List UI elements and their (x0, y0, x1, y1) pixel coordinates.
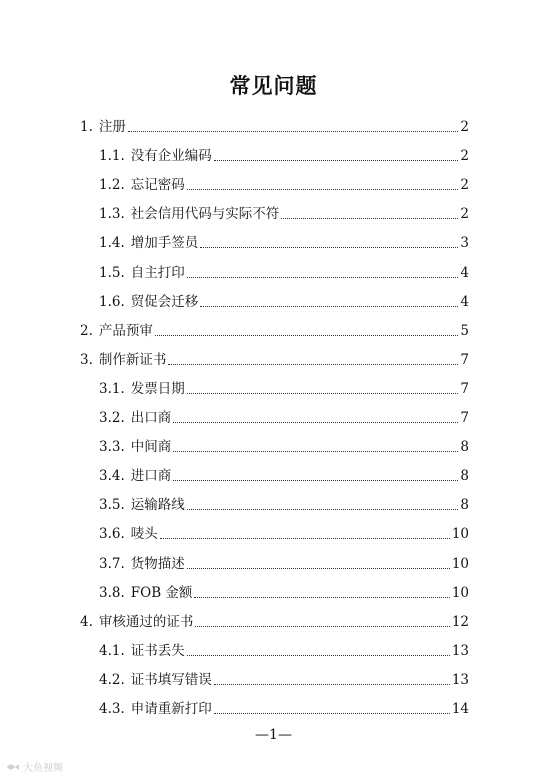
toc-leader-dots (187, 568, 450, 569)
toc-entry[interactable] (99, 377, 469, 397)
toc-entry-number: 1.3. (99, 206, 125, 223)
toc-entry-number: 1.5. (99, 264, 125, 281)
toc-entry-label: 自主打印 (130, 264, 185, 281)
toc-leader-dots (187, 277, 459, 278)
toc-entry[interactable] (99, 464, 469, 484)
toc-leader-dots (173, 480, 458, 481)
watermark (6, 759, 63, 774)
toc-entry-number: 1.4. (99, 235, 125, 252)
toc-entry[interactable] (99, 173, 469, 193)
toc-leader-dots (281, 218, 458, 219)
toc-entry-number: 4.2. (99, 671, 125, 688)
toc-entry-label: 运输路线 (130, 497, 185, 514)
toc-entry[interactable] (99, 202, 469, 222)
toc-entry-page: 14 (451, 701, 469, 717)
toc-entry-page: 3 (460, 235, 469, 252)
toc-entry-page: 12 (451, 613, 469, 630)
toc-entry-label: 申请重新打印 (130, 701, 212, 717)
toc-entry-page: 8 (460, 468, 469, 485)
toc-leader-dots (173, 451, 458, 452)
toc-leader-dots (200, 247, 458, 248)
toc-entry-number: 3.2. (99, 410, 125, 426)
toc-leader-dots (214, 713, 450, 714)
toc-entry[interactable] (99, 552, 469, 572)
toc-entry[interactable] (99, 144, 469, 164)
toc-leader-dots (214, 160, 459, 161)
toc-entry-label: FOB 金额 (130, 584, 193, 601)
toc-entry-number: 1.1. (99, 148, 125, 165)
toc-entry-label: 证书填写错误 (130, 671, 212, 688)
toc-leader-dots (187, 393, 459, 394)
toc-entry[interactable] (99, 668, 469, 688)
toc-entry[interactable] (80, 348, 469, 368)
toc-entry-page: 7 (460, 380, 469, 397)
toc-leader-dots (194, 597, 449, 598)
watermark-text: 大鱼视频 (23, 763, 63, 774)
toc-entry-label: 社会信用代码与实际不符 (130, 206, 280, 223)
toc-entry-label: 忘记密码 (130, 177, 185, 194)
toc-entry-label: 增加手签员 (130, 235, 199, 252)
toc-entry-number: 4.1. (99, 642, 125, 659)
toc-entry-label: 发票日期 (130, 380, 185, 397)
toc-entry-number: 1.2. (99, 177, 125, 194)
toc-entry-page: 4 (460, 264, 469, 281)
toc-leader-dots (187, 655, 450, 656)
toc-entry-label: 产品预审 (98, 322, 153, 339)
toc-entry-number: 2. (80, 322, 93, 339)
toc-entry-label: 证书丢失 (130, 642, 185, 659)
toc-entry-page: 8 (460, 439, 469, 456)
toc-entry[interactable] (99, 697, 469, 717)
toc-entry[interactable] (99, 406, 469, 426)
toc-entry-label: 货物描述 (130, 555, 185, 572)
toc-leader-dots (187, 509, 459, 510)
watermark-logo-icon (6, 762, 20, 772)
toc-entry-label: 制作新证书 (98, 351, 167, 368)
toc-entry-page: 7 (460, 410, 469, 426)
toc-leader-dots (214, 684, 450, 685)
toc-entry-page: 2 (460, 119, 469, 135)
toc-entry[interactable] (99, 231, 469, 251)
toc-entry-label: 出口商 (130, 410, 172, 426)
toc-leader-dots (200, 306, 458, 307)
toc-entry-number: 3.1. (99, 380, 125, 397)
toc-leader-dots (168, 364, 458, 365)
toc-entry-page: 2 (460, 148, 469, 165)
toc-entry[interactable] (99, 581, 469, 601)
toc-entry-page: 8 (460, 497, 469, 514)
toc-leader-dots (155, 335, 459, 336)
toc-entry[interactable] (99, 639, 469, 659)
toc-entry[interactable] (99, 522, 469, 542)
toc-entry-number: 4.3. (99, 701, 125, 717)
toc-entry[interactable] (99, 290, 469, 310)
toc-leader-dots (195, 626, 449, 627)
toc-entry-number: 1. (80, 119, 93, 135)
toc-entry-number: 4. (80, 613, 93, 630)
toc-entry-number: 3.7. (99, 555, 125, 572)
toc-entry-page: 13 (451, 671, 469, 688)
toc-entry-number: 1.6. (99, 293, 125, 310)
toc-leader-dots (187, 189, 459, 190)
toc-entry-page: 2 (460, 206, 469, 223)
page-number: —1— (255, 727, 292, 743)
toc-entry[interactable] (99, 261, 469, 281)
toc-entry-label: 进口商 (130, 468, 172, 485)
toc-entry[interactable] (80, 610, 469, 630)
toc-leader-dots (128, 131, 459, 132)
toc-entry-label: 中间商 (130, 439, 172, 456)
toc-entry[interactable] (99, 435, 469, 455)
page-title: 常见问题 (229, 73, 318, 98)
toc-entry-label: 注册 (98, 119, 126, 135)
toc-entry-label: 唛头 (130, 526, 158, 543)
toc-entry-page: 10 (451, 584, 469, 601)
toc-entry-page: 10 (451, 526, 469, 543)
toc-entry-number: 3.8. (99, 584, 125, 601)
toc-leader-dots (173, 422, 458, 423)
toc-entry-page: 10 (451, 555, 469, 572)
toc-entry-label: 贸促会迁移 (130, 293, 199, 310)
toc-entry-page: 7 (460, 351, 469, 368)
toc-entry-page: 4 (460, 293, 469, 310)
toc-entry[interactable] (80, 319, 469, 339)
toc-entry-page: 2 (460, 177, 469, 194)
toc-entry-number: 3.3. (99, 439, 125, 456)
toc-leader-dots (160, 538, 450, 539)
toc-entry-page: 5 (460, 322, 469, 339)
toc-entry-number: 3.5. (99, 497, 125, 514)
toc-entry-label: 审核通过的证书 (98, 613, 194, 630)
toc-entry-number: 3.4. (99, 468, 125, 485)
toc-entry[interactable] (80, 115, 469, 135)
toc-entry-page: 13 (451, 642, 469, 659)
toc-entry-number: 3.6. (99, 526, 125, 543)
toc-entry[interactable] (99, 493, 469, 513)
toc-entry-number: 3. (80, 351, 93, 368)
toc-entry-label: 没有企业编码 (130, 148, 212, 165)
